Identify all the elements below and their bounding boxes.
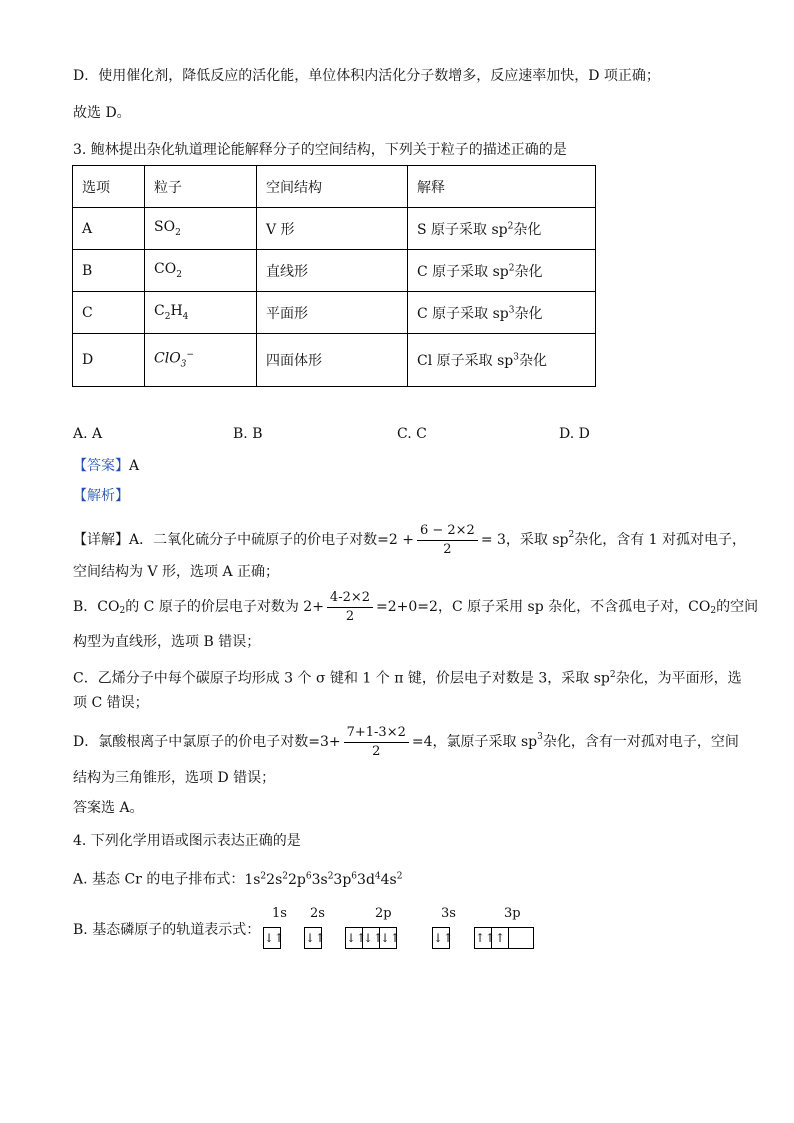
row-explanation: S 原子采取 $sp^2$杂化 xyxy=(408,208,596,250)
row-particle: $CO_2$ xyxy=(145,250,257,292)
table-row xyxy=(73,250,596,292)
orbital-box-2s: ↓↑ xyxy=(304,927,322,949)
prev-line-d: D．使用催化剂，降低反应的活化能，单位体积内活化分子数增多，反应速率加快，D 项正确； xyxy=(73,68,660,84)
choice-a: A. A xyxy=(73,426,103,442)
orbital-label-3s: 3s xyxy=(441,906,456,921)
fraction-d: $\frac{7+1-3\times 2}{2}$ xyxy=(344,724,409,761)
config-count: 2 xyxy=(396,871,403,881)
config-count: 2 xyxy=(260,871,267,881)
table-header-row xyxy=(73,166,596,208)
orbital-box-3p: ↑↑ ↑ xyxy=(474,927,534,949)
table-row xyxy=(73,334,596,387)
table-row xyxy=(73,208,596,250)
row-explanation: C 原子采取 $sp^3$杂化 xyxy=(408,292,596,334)
row-shape: 四面体形 xyxy=(257,334,408,387)
detail-d-line2: 结构为三角锥形，选项 D 错误； xyxy=(73,770,276,786)
row-option: C xyxy=(73,292,145,334)
fraction-a: $\frac{6 - 2\times 2}{2}$ xyxy=(417,522,478,559)
detail-b-line: B．CO $_2$ 的 C 原子的价层电子对数为 2+ $\frac{4-2\times 2}{2}$ =2+0=2，C 原子采用 sp 杂化，不含孤电子对，CO $_2$ 的空间 xyxy=(73,589,759,624)
row-option: B xyxy=(73,250,145,292)
orbital-label-1s: 1s xyxy=(272,906,287,921)
orbital-box-2p: ↓↑ ↓↑ ↓↑ xyxy=(345,927,397,949)
config-orbital: 3p xyxy=(333,871,352,888)
orbital-label-2s: 2s xyxy=(310,906,325,921)
config-orbital: 3s xyxy=(311,871,328,888)
final-answer: 答案选 A。 xyxy=(73,800,144,816)
prev-line-select: 故选 D。 xyxy=(73,105,131,121)
row-option: A xyxy=(73,208,145,250)
choice-d: D. D xyxy=(559,426,590,442)
q3-table xyxy=(72,165,596,387)
orbital-label-3p: 3p xyxy=(504,906,521,921)
detail-a-line: 【详解】 A．二氧化硫分子中硫原子的价电子对数=2 + $\frac{6 - 2\times 2}{2}$ = 3，采取 sp $^2$ 杂化，含有 1 对孤对电子， xyxy=(73,522,747,557)
row-shape: 平面形 xyxy=(257,292,408,334)
orbital-box-3s: ↓↑ xyxy=(432,927,450,949)
answer-tag: 【答案】 xyxy=(73,458,129,474)
fraction-b: $\frac{4-2\times 2}{2}$ xyxy=(327,589,373,626)
header-option: 选项 xyxy=(73,166,145,208)
electron-config xyxy=(244,872,402,888)
detail-b-line2: 构型为直线形，选项 B 错误； xyxy=(73,634,261,650)
config-count: 6 xyxy=(305,871,312,881)
config-count: 2 xyxy=(282,871,288,881)
header-particle: 粒子 xyxy=(145,166,257,208)
config-count: 4 xyxy=(374,871,381,881)
q4-option-a: A. 基态 Cr 的电子排布式：$1s^22s^22p^63s^23p^63d^44s^2$ xyxy=(73,871,403,888)
config-orbital: 4s xyxy=(380,871,397,888)
row-particle: $C_2H_4$ xyxy=(145,292,257,334)
answer-line: 【答案】A xyxy=(73,458,140,474)
header-explanation: 解释 xyxy=(408,166,596,208)
config-count: 6 xyxy=(351,871,358,881)
row-explanation: C 原子采取 $sp^2$杂化 xyxy=(408,250,596,292)
choice-c: C. C xyxy=(397,426,427,442)
q3-stem: 3. 鲍林提出杂化轨道理论能解释分子的空间结构，下列关于粒子的描述正确的是 xyxy=(73,142,567,158)
row-particle: ClO$_3$− xyxy=(145,334,257,387)
detail-a-line2: 空间结构为 V 形，选项 A 正确； xyxy=(73,564,280,580)
q4-stem: 4. 下列化学用语或图示表达正确的是 xyxy=(73,833,301,849)
table-row xyxy=(73,292,596,334)
config-orbital: 1s xyxy=(244,871,261,888)
q4-option-b-label: B. 基态磷原子的轨道表示式： xyxy=(73,922,261,938)
header-shape: 空间结构 xyxy=(257,166,408,208)
config-orbital: 2s xyxy=(266,871,283,888)
row-shape: V 形 xyxy=(257,208,408,250)
orbital-box-1s: ↓↑ xyxy=(263,927,281,949)
row-shape: 直线形 xyxy=(257,250,408,292)
detail-d-line: D．氯酸根离子中氯原子的价电子对数=3+ $\frac{7+1-3\times 2}{2}$ =4，氯原子采取 sp $^3$ 杂化，含有一对孤对电子，空间 xyxy=(73,724,739,759)
row-explanation: Cl 原子采取 $sp^3$杂化 xyxy=(408,334,596,387)
detail-c-line: C．乙烯分子中每个碳原子均形成 3 个 σ 键和 1 个 π 键，价层电子对数是 3，采取 $sp^2$杂化，为平面形，选 xyxy=(73,670,742,687)
analysis-tag: 【解析】 xyxy=(73,488,129,504)
config-count: 2 xyxy=(327,871,334,881)
detail-c-line2: 项 C 错误； xyxy=(73,695,149,711)
row-option: D xyxy=(73,334,145,387)
config-orbital: 2p xyxy=(287,871,306,888)
orbital-label-2p: 2p xyxy=(375,906,392,921)
choice-b: B. B xyxy=(233,426,263,442)
row-particle: $SO_2$ xyxy=(145,208,257,250)
config-orbital: 3d xyxy=(357,871,375,888)
